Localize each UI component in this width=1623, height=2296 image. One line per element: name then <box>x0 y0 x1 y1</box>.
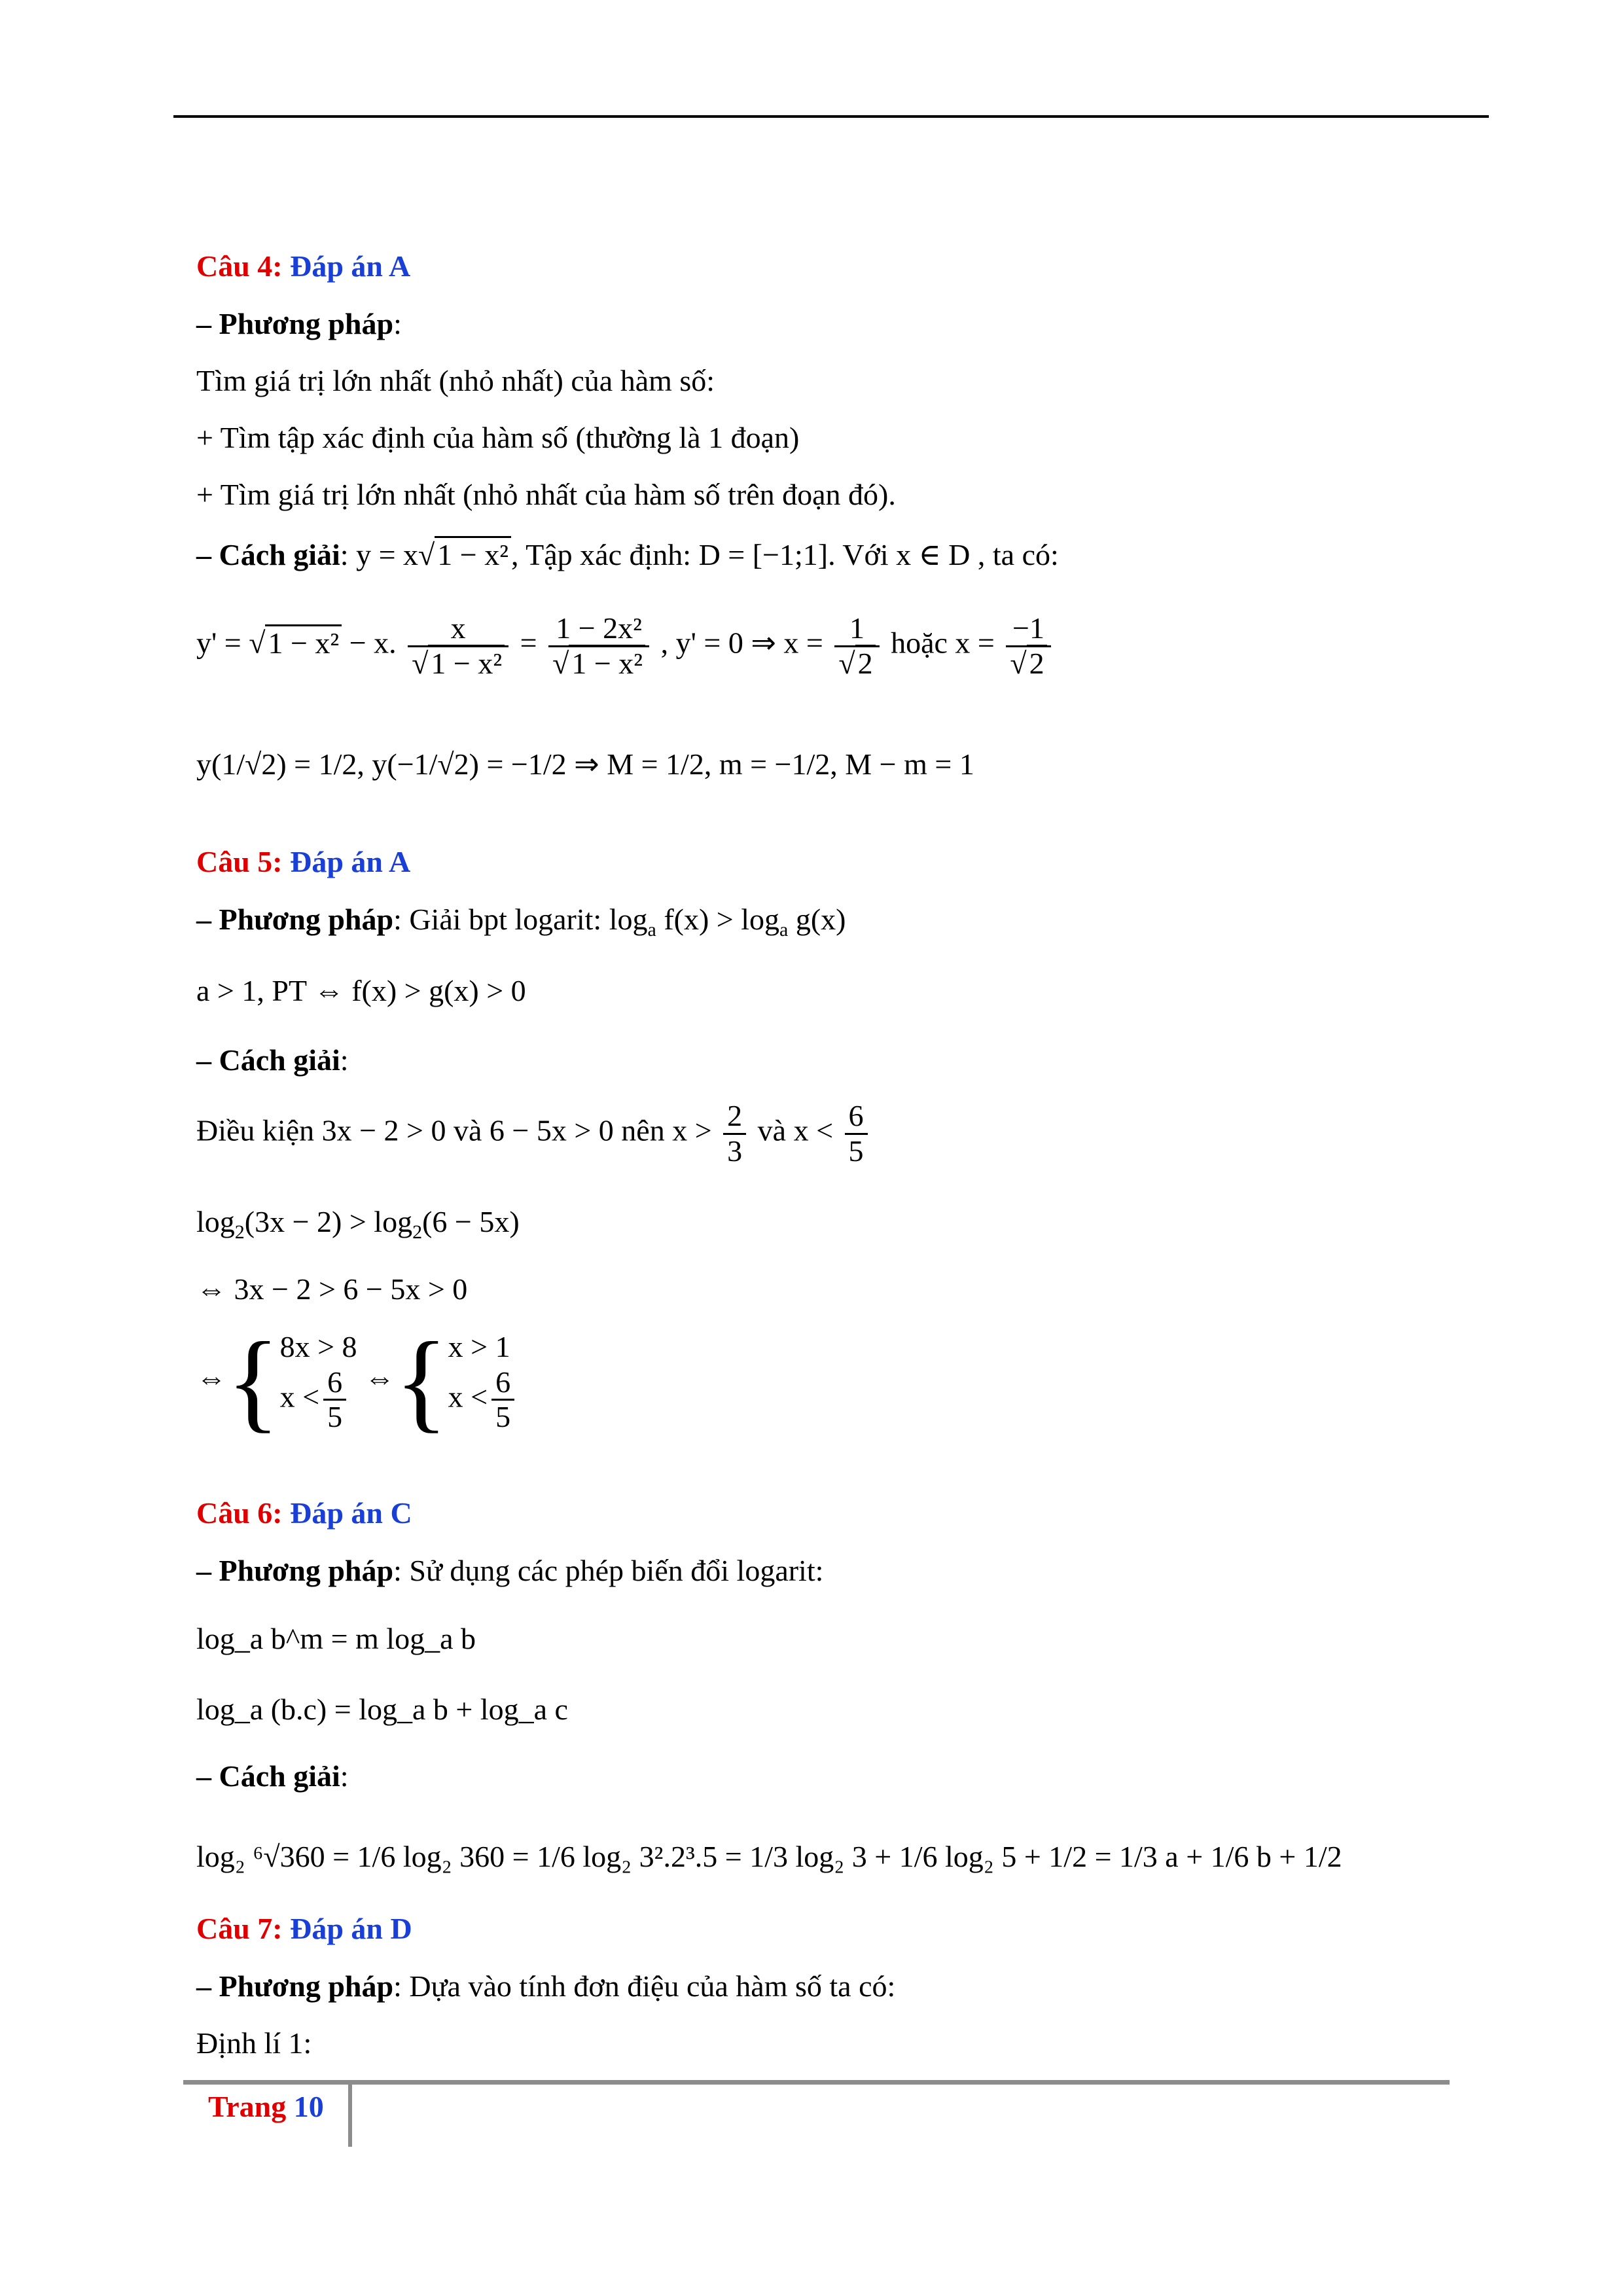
fraction: $\frac{\text{1 − 2x²}}{\text{√1 − x²}}$ <box>548 612 649 680</box>
cau5-inequality-2: ⇔ 3x − 2 > 6 − 5x > 0 <box>196 1272 468 1306</box>
cau4-method: – Phương pháp: <box>196 307 402 340</box>
fraction: $\frac{x}{\text{√1 − x²}}$ <box>408 612 508 680</box>
cau4-heading: Câu 4: Đáp án A <box>196 249 411 283</box>
cau7-heading: Câu 7: Đáp án D <box>196 1912 412 1945</box>
cau4-solution: – Cách giải: y = x√1 − x², Tập xác định: D = [−1;1]. Với x ∈ D , ta có: <box>196 537 1059 572</box>
fraction: $\frac{1}{√2}$ <box>834 612 879 680</box>
cau6-rule-1: log_a b^m = m log_a b <box>196 1622 476 1655</box>
cau4-step1: + Tìm tập xác định của hàm số (thường là 1 đoạn) <box>196 421 800 454</box>
cau7-theorem: Định lí 1: <box>196 2026 312 2060</box>
cau6-heading: Câu 6: Đáp án C <box>196 1496 412 1530</box>
header-rule <box>173 115 1489 118</box>
fraction: $\frac{-1}{√2}$ <box>1006 612 1050 680</box>
page-number: Trang 10 <box>208 2090 324 2123</box>
cau5-inequality-1: $\log_2(3x - 2) > \log_2(6 - 5x)$ <box>196 1205 520 1243</box>
cau5-method: – Phương pháp: Giải bpt logarit: $\log_a f(x) > \log_a g(x)$ <box>196 903 846 941</box>
cau4-step2: + Tìm giá trị lớn nhất (nhỏ nhất của hàm số trên đoạn đó). <box>196 478 896 511</box>
cau5-system: ⇔{ 8x > 8 x < $\frac{6}{5}$ ⇔{ x > 1 x < $\frac{6}{5}$ <box>196 1325 518 1437</box>
footer-divider <box>348 2080 352 2147</box>
cau5-heading: Câu 5: Đáp án A <box>196 845 411 878</box>
cau6-solution: log₂ ⁶√360 = 1/6 log₂ 360 = 1/6 log₂ 3².2³.5 = 1/3 log₂ 3 + 1/6 log₂ 5 + 1/2 = 1/3 a + 1/6 b + 1/2 <box>196 1840 1342 1873</box>
cau6-method: – Phương pháp: Sử dụng các phép biến đổi logarit: <box>196 1554 824 1587</box>
cau4-values: y(1/√2) = 1/2, y(−1/√2) = −1/2 ⇒ M = 1/2, m = −1/2, M − m = 1 <box>196 747 974 781</box>
cau5-condition: Điều kiện 3x − 2 > 0 và 6 − 5x > 0 nên x > $\frac{2}{3}$ và x < $\frac{6}{5}$ <box>196 1100 872 1168</box>
footer-rule <box>183 2080 1450 2085</box>
fraction: $\frac{6}{5}$ <box>323 1366 346 1434</box>
cau5-rule: a > 1, PT ⇔ f(x) > g(x) > 0 <box>196 974 526 1007</box>
fraction: $\frac{6}{5}$ <box>491 1366 514 1434</box>
cau5-solution: – Cách giải: <box>196 1043 349 1077</box>
fraction: $\frac{6}{5}$ <box>845 1100 868 1168</box>
cau6-rule-2: log_a (b.c) = log_a b + log_a c <box>196 1693 568 1726</box>
cau4-method-text: Tìm giá trị lớn nhất (nhỏ nhất) của hàm số: <box>196 364 715 397</box>
fraction: $\frac{2}{3}$ <box>723 1100 746 1168</box>
cau6-solution-label: – Cách giải: <box>196 1759 349 1793</box>
cau7-method: – Phương pháp: Dựa vào tính đơn điệu của hàm số ta có: <box>196 1969 896 2003</box>
cau4-derivative: y' = √1 − x² − x. $\frac{x}{\text{√1 − x²}}$ = $\frac{\text{1 − 2x²}}{\text{√1 − x²}}$ , y' = 0 ⇒ x = $\frac{1}{√2}$ hoặc x = $\frac{-1}{√2}$ <box>196 612 1055 680</box>
